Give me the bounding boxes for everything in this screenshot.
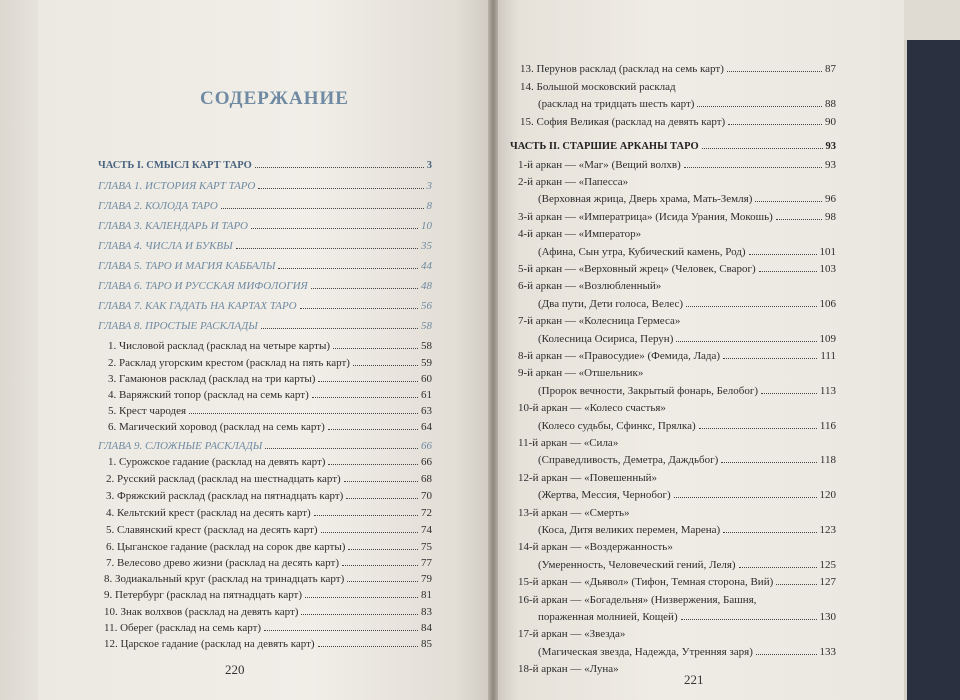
leader-dots bbox=[723, 532, 816, 533]
toc-entry-title: 6. Цыганское гадание (расклад на сорок две карты) bbox=[106, 541, 346, 553]
toc-entry-title: (Два пути, Дети голоса, Велес) bbox=[538, 298, 684, 310]
toc-entry-title: (Колесница Осириса, Перун) bbox=[538, 333, 674, 345]
left-background bbox=[0, 0, 38, 700]
toc-entry-title: ГЛАВА 1. ИСТОРИЯ КАРТ ТАРО bbox=[98, 180, 256, 192]
toc-entry bbox=[518, 402, 836, 414]
toc-entry-page: 130 bbox=[819, 611, 836, 623]
leader-dots bbox=[333, 348, 418, 349]
toc-entry-page: 72 bbox=[421, 507, 432, 519]
leader-dots bbox=[221, 208, 424, 209]
toc-entry-title: (Магическая звезда, Надежда, Утренняя заря) bbox=[538, 646, 753, 658]
toc-entry-page: 58 bbox=[421, 340, 432, 352]
leader-dots bbox=[353, 365, 418, 366]
toc-entry-page: 79 bbox=[421, 573, 432, 585]
toc-entry-page: 118 bbox=[819, 454, 836, 466]
leader-dots bbox=[776, 219, 822, 220]
toc-entry-title: 3-й аркан — «Императрица» (Исида Урания, Мокошь) bbox=[518, 211, 773, 223]
leader-dots bbox=[251, 228, 418, 229]
toc-entry-title: (Афина, Сын утра, Кубический камень, Род) bbox=[538, 246, 746, 258]
toc-entry-title: (Справедливость, Деметра, Даждьбог) bbox=[538, 454, 719, 466]
toc-entry-page: 81 bbox=[421, 589, 432, 601]
toc-entry bbox=[518, 437, 836, 449]
toc-entry bbox=[98, 200, 432, 212]
toc-entry-title: 12-й аркан — «Повешенный» bbox=[518, 472, 657, 484]
leader-dots bbox=[300, 308, 418, 309]
toc-entry bbox=[538, 524, 836, 536]
toc-entry bbox=[518, 594, 836, 606]
toc-entry-title: (Верховная жрица, Дверь храма, Мать-Земля) bbox=[538, 193, 753, 205]
toc-entry-title: 7. Велесово древо жизни (расклад на десять карт) bbox=[106, 557, 339, 569]
toc-entry-page: 8 bbox=[426, 200, 432, 212]
toc-entry-title: 1. Числовой расклад (расклад на четыре карты) bbox=[108, 340, 331, 352]
toc-entry-title: 6. Магический хоровод (расклад на семь карт) bbox=[108, 421, 325, 433]
toc-entry bbox=[520, 116, 836, 128]
toc-entry bbox=[538, 333, 836, 345]
toc-entry bbox=[518, 367, 836, 379]
leader-dots bbox=[727, 71, 822, 72]
toc-entry bbox=[104, 638, 432, 650]
leader-dots bbox=[312, 397, 418, 398]
toc-entry-title: ЧАСТЬ I. СМЫСЛ КАРТ ТАРО bbox=[98, 160, 252, 171]
toc-entry-title: ГЛАВА 5. ТАРО И МАГИЯ КАББАЛЫ bbox=[98, 260, 276, 272]
leader-dots bbox=[328, 429, 418, 430]
toc-entry bbox=[538, 193, 836, 205]
toc-entry bbox=[520, 81, 836, 93]
background-corner bbox=[904, 0, 960, 40]
toc-entry bbox=[108, 456, 432, 468]
toc-entry-title: 10-й аркан — «Колесо счастья» bbox=[518, 402, 666, 414]
toc-entry-page: 120 bbox=[819, 489, 836, 501]
leader-dots bbox=[236, 248, 418, 249]
toc-entry-title: 9-й аркан — «Отшельник» bbox=[518, 367, 644, 379]
toc-entry bbox=[538, 298, 836, 310]
toc-entry bbox=[520, 63, 836, 75]
toc-entry-page: 109 bbox=[819, 333, 836, 345]
toc-entry bbox=[98, 260, 432, 272]
toc-entry-page: 113 bbox=[819, 385, 836, 397]
leader-dots bbox=[265, 448, 418, 449]
toc-entry-title: 14. Большой московский расклад bbox=[520, 81, 676, 93]
toc-entry-page: 83 bbox=[421, 606, 432, 618]
toc-entry-page: 93 bbox=[825, 141, 836, 152]
toc-entry-page: 84 bbox=[421, 622, 432, 634]
toc-entry-title: 9. Петербург (расклад на пятнадцать карт) bbox=[104, 589, 303, 601]
leader-dots bbox=[255, 167, 424, 168]
toc-entry bbox=[518, 315, 836, 327]
toc-entry bbox=[98, 320, 432, 332]
toc-entry-page: 103 bbox=[819, 263, 836, 275]
toc-entry-page: 90 bbox=[825, 116, 836, 128]
toc-entry-title: 14-й аркан — «Воздержанность» bbox=[518, 541, 673, 553]
toc-entry bbox=[108, 389, 432, 401]
toc-entry bbox=[538, 559, 836, 571]
toc-entry-page: 125 bbox=[819, 559, 836, 571]
toc-entry bbox=[98, 240, 432, 252]
toc-entry-title: 8-й аркан — «Правосудие» (Фемида, Лада) bbox=[518, 350, 721, 362]
toc-entry-title: 12. Царское гадание (расклад на девять карт) bbox=[104, 638, 315, 650]
toc-entry-page: 63 bbox=[421, 405, 432, 417]
toc-entry bbox=[538, 611, 836, 623]
toc-entry-page: 93 bbox=[825, 159, 836, 171]
leader-dots bbox=[676, 341, 816, 342]
leader-dots bbox=[686, 306, 816, 307]
leader-dots bbox=[328, 464, 418, 465]
leader-dots bbox=[739, 567, 817, 568]
toc-entry bbox=[518, 628, 836, 640]
toc-entry-title: 17-й аркан — «Звезда» bbox=[518, 628, 626, 640]
toc-entry-page: 85 bbox=[421, 638, 432, 650]
leader-dots bbox=[756, 654, 817, 655]
toc-entry bbox=[518, 159, 836, 171]
toc-entry-title: ГЛАВА 8. ПРОСТЫЕ РАСКЛАДЫ bbox=[98, 320, 258, 332]
toc-entry-title: 5. Славянский крест (расклад на десять карт) bbox=[106, 524, 318, 536]
toc-entry-title: 1. Сурожское гадание (расклад на девять карт) bbox=[108, 456, 326, 468]
leader-dots bbox=[759, 271, 817, 272]
toc-entry-title: 11-й аркан — «Сила» bbox=[518, 437, 619, 449]
toc-entry-title: (расклад на тридцать шесть карт) bbox=[538, 98, 695, 110]
leader-dots bbox=[346, 498, 418, 499]
toc-entry bbox=[518, 507, 836, 519]
toc-entry-page: 48 bbox=[421, 280, 432, 292]
toc-entry-page: 88 bbox=[825, 98, 836, 110]
left-page-number: 220 bbox=[225, 662, 245, 677]
toc-entry bbox=[538, 385, 836, 397]
toc-entry-title: 4-й аркан — «Император» bbox=[518, 228, 642, 240]
toc-entry-page: 66 bbox=[421, 456, 432, 468]
toc-entry-title: 5. Крест чародея bbox=[108, 405, 187, 417]
toc-entry bbox=[518, 228, 836, 240]
toc-entry-page: 56 bbox=[421, 300, 432, 312]
leader-dots bbox=[321, 532, 418, 533]
toc-entry-page: 60 bbox=[421, 373, 432, 385]
leader-dots bbox=[684, 167, 822, 168]
toc-entry-title: 10. Знак волхвов (расклад на девять карт) bbox=[104, 606, 299, 618]
toc-entry bbox=[98, 440, 432, 452]
leader-dots bbox=[261, 328, 418, 329]
toc-entry-title: 16-й аркан — «Богадельня» (Низвержения, Башня, bbox=[518, 594, 757, 606]
leader-dots bbox=[344, 481, 418, 482]
toc-entry-title: 3. Фряжский расклад (расклад на пятнадцать карт) bbox=[106, 490, 344, 502]
toc-entry-page: 106 bbox=[819, 298, 836, 310]
leader-dots bbox=[761, 393, 817, 394]
toc-entry bbox=[98, 300, 432, 312]
toc-entry-page: 59 bbox=[421, 357, 432, 369]
toc-entry-page: 127 bbox=[819, 576, 836, 588]
leader-dots bbox=[674, 497, 817, 498]
toc-entry-page: 3 bbox=[426, 160, 432, 171]
toc-entry-title: ГЛАВА 2. КОЛОДА ТАРО bbox=[98, 200, 218, 212]
toc-entry bbox=[98, 280, 432, 292]
toc-entry bbox=[108, 421, 432, 433]
toc-entry bbox=[108, 340, 432, 352]
toc-entry-title: 4. Кельтский крест (расклад на десять карт) bbox=[106, 507, 311, 519]
toc-entry bbox=[106, 473, 432, 485]
toc-entry-title: 13. Перунов расклад (расклад на семь карт) bbox=[520, 63, 724, 75]
toc-entry bbox=[538, 646, 836, 658]
toc-entry-page: 68 bbox=[421, 473, 432, 485]
leader-dots bbox=[723, 358, 817, 359]
toc-entry-page: 75 bbox=[421, 541, 432, 553]
toc-entry-page: 116 bbox=[819, 420, 836, 432]
toc-entry-title: пораженная молнией, Кощей) bbox=[538, 611, 678, 623]
toc-entry-page: 87 bbox=[825, 63, 836, 75]
toc-entry-page: 123 bbox=[819, 524, 836, 536]
toc-entry bbox=[106, 524, 432, 536]
toc-entry-title: 13-й аркан — «Смерть» bbox=[518, 507, 630, 519]
toc-entry-page: 10 bbox=[421, 220, 432, 232]
leader-dots bbox=[318, 381, 418, 382]
toc-entry bbox=[98, 160, 432, 171]
toc-entry-page: 98 bbox=[825, 211, 836, 223]
toc-entry-title: 2-й аркан — «Папесса» bbox=[518, 176, 629, 188]
toc-entry bbox=[106, 557, 432, 569]
toc-entry bbox=[108, 357, 432, 369]
leader-dots bbox=[314, 515, 418, 516]
leader-dots bbox=[347, 581, 418, 582]
leader-dots bbox=[755, 201, 822, 202]
toc-entry-title: (Пророк вечности, Закрытый фонарь, Белобог) bbox=[538, 385, 759, 397]
toc-entry-title: (Колесо судьбы, Сфинкс, Прялка) bbox=[538, 420, 696, 432]
toc-entry-title: 11. Оберег (расклад на семь карт) bbox=[104, 622, 262, 634]
toc-entry-title: 7-й аркан — «Колесница Гермеса» bbox=[518, 315, 681, 327]
toc-entry-title: 4. Варяжский топор (расклад на семь карт) bbox=[108, 389, 309, 401]
leader-dots bbox=[749, 254, 817, 255]
toc-entry-title: (Жертва, Мессия, Чернобог) bbox=[538, 489, 671, 501]
toc-entry bbox=[104, 573, 432, 585]
leader-dots bbox=[305, 597, 418, 598]
toc-entry-title: (Умеренность, Человеческий гений, Леля) bbox=[538, 559, 736, 571]
toc-entry-title: 18-й аркан — «Луна» bbox=[518, 663, 619, 675]
toc-entry-title: ГЛАВА 3. КАЛЕНДАРЬ И ТАРО bbox=[98, 220, 248, 232]
leader-dots bbox=[721, 462, 817, 463]
right-page-number: 221 bbox=[684, 672, 704, 687]
leader-dots bbox=[318, 646, 418, 647]
toc-entry bbox=[510, 141, 836, 152]
toc-entry-page: 35 bbox=[421, 240, 432, 252]
toc-entry bbox=[538, 489, 836, 501]
toc-entry bbox=[538, 246, 836, 258]
leader-dots bbox=[697, 106, 822, 107]
toc-entry bbox=[98, 180, 432, 192]
toc-entry-title: (Коса, Дитя великих перемен, Марена) bbox=[538, 524, 721, 536]
toc-entry-title: 1-й аркан — «Маг» (Вещий волхв) bbox=[518, 159, 681, 171]
toc-entry-title: 15. София Великая (расклад на девять карт) bbox=[520, 116, 726, 128]
toc-entry bbox=[538, 454, 836, 466]
leader-dots bbox=[264, 630, 418, 631]
toc-entry-page: 61 bbox=[421, 389, 432, 401]
leader-dots bbox=[681, 619, 817, 620]
toc-entry-title: 15-й аркан — «Дьявол» (Тифон, Темная сторона, Вий) bbox=[518, 576, 774, 588]
toc-entry bbox=[108, 405, 432, 417]
toc-entry-page: 101 bbox=[819, 246, 836, 258]
leader-dots bbox=[348, 549, 418, 550]
toc-entry bbox=[518, 280, 836, 292]
toc-entry bbox=[518, 211, 836, 223]
leader-dots bbox=[258, 188, 423, 189]
leader-dots bbox=[311, 288, 418, 289]
toc-entry-title: 2. Русский расклад (расклад на шестнадцать карт) bbox=[106, 473, 341, 485]
toc-entry-title: ГЛАВА 7. КАК ГАДАТЬ НА КАРТАХ ТАРО bbox=[98, 300, 297, 312]
toc-entry bbox=[518, 472, 836, 484]
toc-entry-title: 3. Гамаюнов расклад (расклад на три карты) bbox=[108, 373, 316, 385]
book-gutter bbox=[488, 0, 498, 700]
toc-entry bbox=[538, 98, 836, 110]
toc-entry-title: ГЛАВА 9. СЛОЖНЫЕ РАСКЛАДЫ bbox=[98, 440, 263, 452]
toc-entry-page: 58 bbox=[421, 320, 432, 332]
toc-entry bbox=[104, 606, 432, 618]
toc-entry-page: 44 bbox=[421, 260, 432, 272]
leader-dots bbox=[342, 565, 418, 566]
toc-entry bbox=[98, 220, 432, 232]
toc-entry-page: 64 bbox=[421, 421, 432, 433]
toc-entry-page: 111 bbox=[820, 350, 836, 362]
toc-entry-page: 66 bbox=[421, 440, 432, 452]
toc-entry-page: 133 bbox=[819, 646, 836, 658]
toc-entry bbox=[106, 490, 432, 502]
toc-entry-title: 5-й аркан — «Верховный жрец» (Человек, Сварог) bbox=[518, 263, 756, 275]
toc-entry bbox=[518, 176, 836, 188]
toc-entry bbox=[518, 576, 836, 588]
book-cover bbox=[904, 40, 960, 700]
toc-entry bbox=[518, 350, 836, 362]
toc-entry bbox=[108, 373, 432, 385]
toc-entry-title: ГЛАВА 6. ТАРО И РУССКАЯ МИФОЛОГИЯ bbox=[98, 280, 308, 292]
toc-entry bbox=[518, 541, 836, 553]
toc-entry-page: 77 bbox=[421, 557, 432, 569]
toc-entry bbox=[104, 589, 432, 601]
toc-entry-title: 8. Зодиакальный круг (расклад на тринадцать карт) bbox=[104, 573, 345, 585]
leader-dots bbox=[776, 584, 816, 585]
toc-entry-page: 3 bbox=[426, 180, 432, 192]
leader-dots bbox=[278, 268, 418, 269]
toc-entry-page: 74 bbox=[421, 524, 432, 536]
toc-entry bbox=[104, 622, 432, 634]
leader-dots bbox=[301, 614, 418, 615]
page-title: СОДЕРЖАНИЕ bbox=[200, 88, 349, 109]
toc-entry-title: 6-й аркан — «Возлюбленный» bbox=[518, 280, 662, 292]
leader-dots bbox=[699, 428, 817, 429]
toc-entry-title: 2. Расклад угорским крестом (расклад на пять карт) bbox=[108, 357, 350, 369]
toc-entry bbox=[106, 541, 432, 553]
toc-entry-page: 96 bbox=[825, 193, 836, 205]
toc-entry bbox=[538, 420, 836, 432]
toc-entry-title: ГЛАВА 4. ЧИСЛА И БУКВЫ bbox=[98, 240, 233, 252]
toc-entry bbox=[518, 263, 836, 275]
leader-dots bbox=[189, 413, 418, 414]
leader-dots bbox=[702, 148, 823, 149]
toc-entry-title: ЧАСТЬ II. СТАРШИЕ АРКАНЫ ТАРО bbox=[510, 141, 699, 152]
toc-entry-page: 70 bbox=[421, 490, 432, 502]
toc-entry bbox=[518, 663, 836, 675]
toc-entry bbox=[106, 507, 432, 519]
leader-dots bbox=[728, 124, 822, 125]
